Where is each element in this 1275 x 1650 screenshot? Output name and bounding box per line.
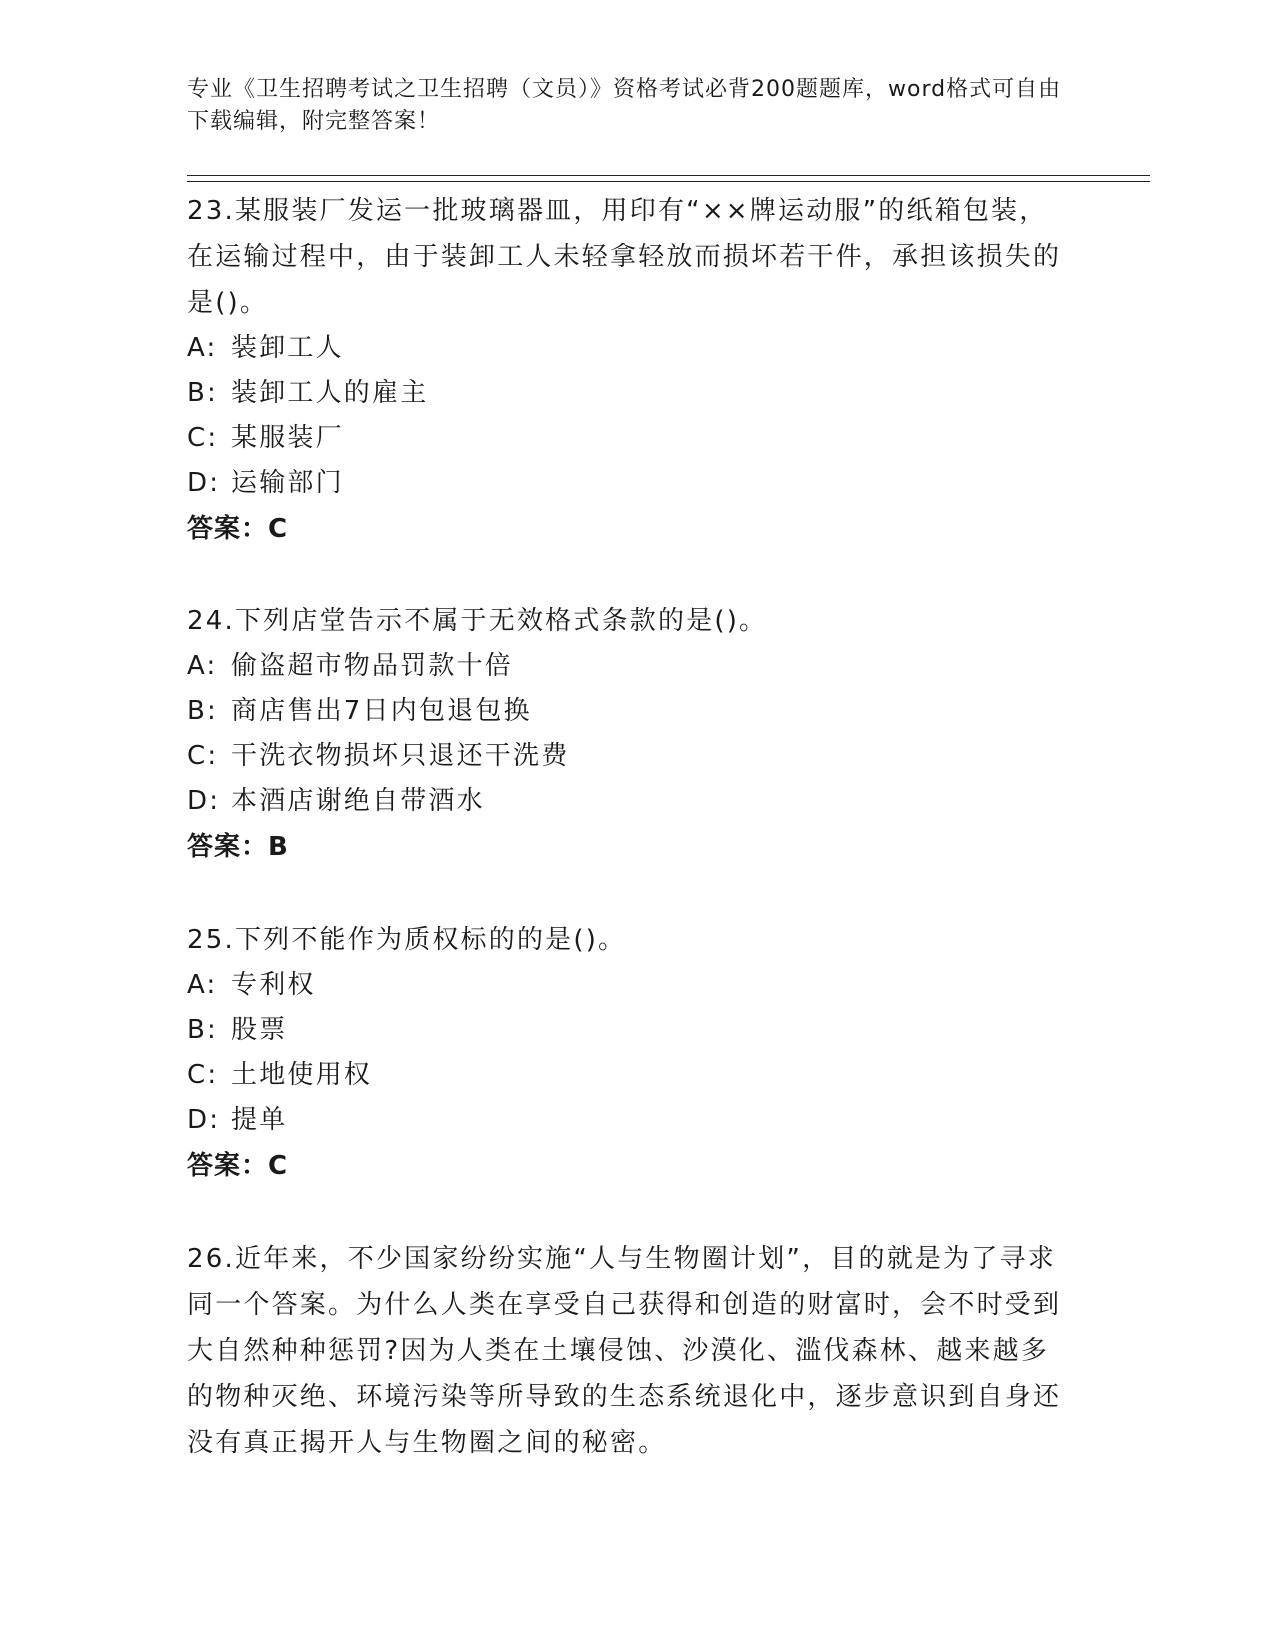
answer: 答案：B	[187, 832, 289, 862]
option-c	[187, 734, 1067, 779]
header-divider-bottom	[187, 181, 1150, 182]
option-text: 某服装厂	[231, 423, 344, 453]
option-a	[187, 644, 1067, 689]
option-b	[187, 689, 1067, 734]
document-header: 专业《卫生招聘考试之卫生招聘（文员）》资格考试必背200题题库，word格式可自由下载编辑，附完整答案！	[187, 77, 1062, 134]
answer: 答案：C	[187, 1151, 289, 1181]
option-text: 运输部门	[231, 468, 344, 498]
question-stem: 25.下列不能作为质权标的的是()。	[187, 925, 627, 955]
option-text: 股票	[231, 1015, 288, 1045]
question-23	[187, 188, 1067, 552]
option-text: 本酒店谢绝自带酒水	[231, 786, 485, 816]
question-stem: 23.某服装厂发运一批玻璃器皿，用印有“××牌运动服”的纸箱包装，在运输过程中，由于装卸工人未轻拿轻放而损坏若干件，承担该损失的是()。	[187, 196, 1062, 318]
question-stem: 26.近年来，不少国家纷纷实施“人与生物圈计划”，目的就是为了寻求同一个答案。为什么人类在享受自己获得和创造的财富时，会不时受到大自然种种惩罚?因为人类在土壤侵蚀、沙漠化、滥伐森林、越来越多的物种灭绝、环境污染等所导致的生态系统退化中，逐步意识到自身还没有真正揭开人与生物圈之间的秘密。	[187, 1244, 1062, 1458]
option-d	[187, 779, 1067, 824]
question-25	[187, 917, 1067, 1189]
question-24	[187, 598, 1067, 870]
option-a	[187, 326, 1067, 371]
option-letter: B:	[187, 696, 218, 726]
option-letter: C:	[187, 1060, 219, 1090]
option-text: 土地使用权	[231, 1060, 373, 1090]
option-text: 专利权	[231, 970, 316, 1000]
option-letter: A:	[187, 651, 218, 681]
option-text: 商店售出7日内包退包换	[231, 696, 532, 726]
option-c	[187, 1053, 1067, 1098]
answer: 答案：C	[187, 514, 289, 544]
option-text: 装卸工人	[231, 333, 344, 363]
option-letter: D:	[187, 468, 221, 498]
option-d	[187, 1098, 1067, 1143]
header-divider-top	[187, 175, 1150, 176]
option-letter: A:	[187, 333, 218, 363]
option-letter: B:	[187, 378, 218, 408]
option-b	[187, 1008, 1067, 1053]
option-text: 偷盗超市物品罚款十倍	[231, 651, 514, 681]
option-text: 提单	[231, 1105, 288, 1135]
option-letter: A:	[187, 970, 218, 1000]
option-letter: D:	[187, 786, 221, 816]
option-letter: D:	[187, 1105, 221, 1135]
option-letter: C:	[187, 423, 219, 453]
option-a	[187, 963, 1067, 1008]
option-c	[187, 416, 1067, 461]
option-b	[187, 371, 1067, 416]
option-text: 干洗衣物损坏只退还干洗费	[231, 741, 570, 771]
option-text: 装卸工人的雇主	[231, 378, 429, 408]
option-letter: C:	[187, 741, 219, 771]
question-26	[187, 1236, 1067, 1466]
option-d	[187, 461, 1067, 506]
option-letter: B:	[187, 1015, 218, 1045]
question-stem: 24.下列店堂告示不属于无效格式条款的是()。	[187, 606, 768, 636]
